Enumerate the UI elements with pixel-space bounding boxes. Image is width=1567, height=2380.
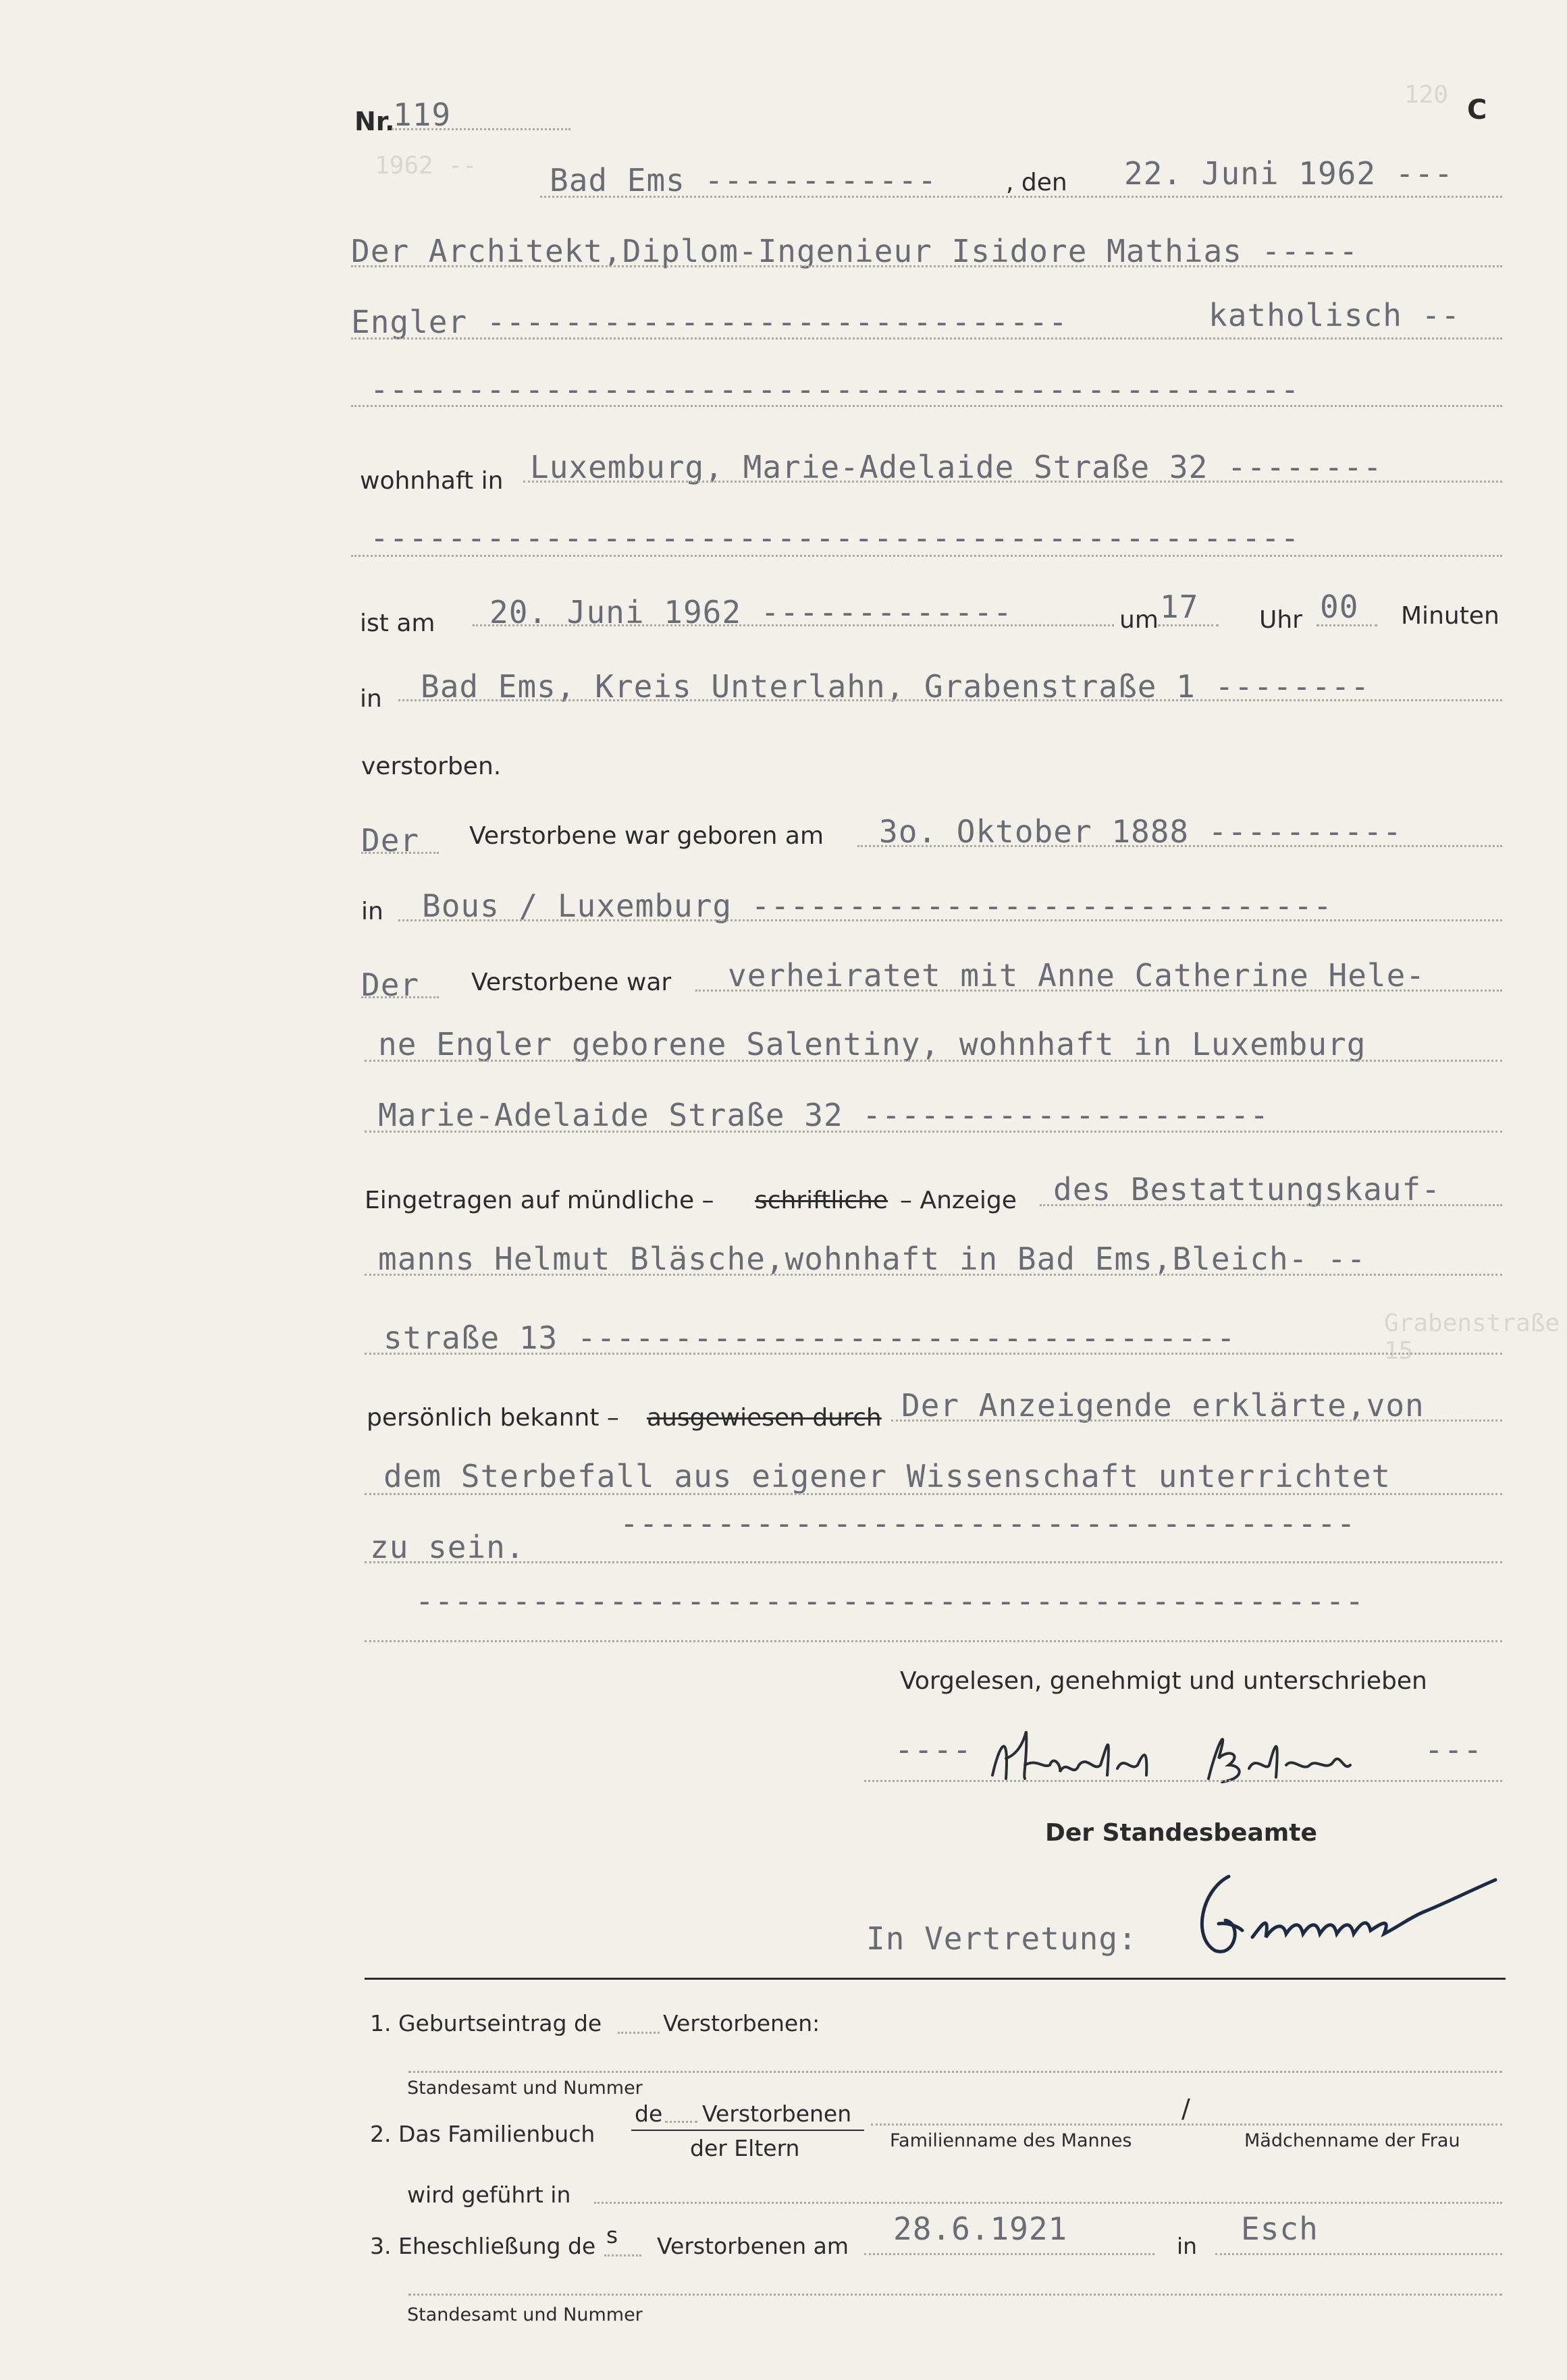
wird-gefuehrt-label: wird geführt in xyxy=(407,2182,571,2208)
fraction-line xyxy=(631,2130,864,2131)
registrant-religion: katholisch -- xyxy=(1209,297,1461,333)
declaration-line-3: zu sein. xyxy=(370,1529,525,1565)
dotted-line xyxy=(1040,1204,1502,1206)
dotted-line xyxy=(365,1131,1502,1133)
footer-item-2-option-top: Verstorbenen xyxy=(702,2101,852,2127)
in-vertretung-label: In Vertretung: xyxy=(866,1920,1138,1957)
slash: / xyxy=(1181,2094,1190,2124)
bekannt-strike: ausgewiesen durch xyxy=(647,1404,882,1432)
dotted-line xyxy=(1158,624,1219,626)
registrar-title: Der Standesbeamte xyxy=(1045,1819,1317,1847)
dotted-line xyxy=(1215,2253,1502,2255)
dotted-line xyxy=(392,128,570,130)
geboren-label: Verstorbene war geboren am xyxy=(469,822,824,850)
uhr-label: Uhr xyxy=(1259,606,1302,634)
der-prefix: Der xyxy=(361,822,420,859)
maedchenname-label: Mädchenname der Frau xyxy=(1244,2130,1460,2151)
in-label: in xyxy=(360,685,382,713)
registration-place: Bad Ems ------------ xyxy=(550,162,937,198)
eingetragen-label: Eingetragen auf mündliche – xyxy=(365,1187,714,1214)
dotted-line xyxy=(398,919,1502,921)
dotted-line xyxy=(408,2294,1502,2296)
dotted-line xyxy=(891,1419,1502,1422)
der-prefix: Der xyxy=(361,967,420,1003)
dotted-line xyxy=(351,555,1502,557)
declaration-line-3-dashes: -------------------------------------- xyxy=(620,1505,1356,1542)
footer-item-1-suffix: Verstorbenen: xyxy=(663,2010,820,2036)
corner-mark: C xyxy=(1467,94,1487,126)
ist-am-label: ist am xyxy=(360,610,435,637)
familienname-label: Familienname des Mannes xyxy=(890,2130,1132,2151)
dotted-line xyxy=(398,699,1502,701)
footer-item-2-de: de xyxy=(635,2101,663,2127)
marriage-place: Esch xyxy=(1241,2211,1319,2247)
dotted-line xyxy=(408,2071,1502,2073)
declaration-line-1: Der Anzeigende erklärte,von xyxy=(901,1387,1425,1424)
bekannt-label: persönlich bekannt – xyxy=(367,1404,619,1432)
dotted-line xyxy=(864,1780,1502,1782)
dotted-line xyxy=(365,1274,1502,1276)
dotted-line xyxy=(665,2121,697,2123)
dotted-line xyxy=(523,481,1502,483)
footer-item-1-label: 1. Geburtseintrag de xyxy=(370,2010,602,2036)
signature-registrar-text xyxy=(1215,1937,1250,1947)
registration-date: 22. Juni 1962 --- xyxy=(1124,155,1454,192)
marriage-line-2: ne Engler geborene Salentiny, wohnhaft in Luxemburg xyxy=(378,1026,1366,1062)
death-minute: 00 xyxy=(1320,589,1359,625)
birth-place: Bous / Luxemburg ------------------------------ xyxy=(422,888,1333,924)
marriage-line-1: verheiratet mit Anne Catherine Hele- xyxy=(728,957,1425,994)
death-date: 20. Juni 1962 ------------- xyxy=(489,594,1013,630)
war-label: Verstorbene war xyxy=(471,969,672,996)
residence-value: Luxemburg, Marie-Adelaide Straße 32 -------- xyxy=(530,449,1383,485)
standesamt-label: Standesamt und Nummer xyxy=(407,2304,643,2325)
dotted-line xyxy=(695,990,1502,992)
standesamt-label: Standesamt und Nummer xyxy=(407,2078,643,2099)
bleed-through-mark: 120 xyxy=(1404,81,1449,109)
footer-item-3-in: in xyxy=(1177,2233,1198,2259)
den-label: , den xyxy=(1006,169,1067,196)
anzeige-label: – Anzeige xyxy=(900,1187,1017,1214)
footer-item-3-label: 3. Eheschließung de xyxy=(370,2233,596,2259)
dotted-line xyxy=(365,1561,1502,1563)
marriage-date: 28.6.1921 xyxy=(893,2211,1068,2247)
footer-item-2-option-bottom: der Eltern xyxy=(690,2135,800,2161)
death-place: Bad Ems, Kreis Unterlahn, Grabenstraße 1 -------- xyxy=(421,668,1371,705)
dotted-line xyxy=(857,845,1502,847)
dotted-line xyxy=(864,2253,1154,2255)
dotted-line xyxy=(361,996,439,998)
nr-label: Nr. xyxy=(354,107,395,136)
signature-informant-text xyxy=(992,1762,1056,1771)
dotted-line xyxy=(365,1060,1502,1062)
residence-line-2: ------------------------------------------------ xyxy=(370,520,1300,556)
birth-date: 3o. Oktober 1888 ---------- xyxy=(879,813,1402,850)
registrant-name: Engler ------------------------------ xyxy=(351,304,1068,340)
dotted-line xyxy=(594,2202,1502,2204)
registrant-line-1: Der Architekt,Diplom-Ingenieur Isidore Mathias ----- xyxy=(351,233,1359,269)
dotted-line xyxy=(351,405,1502,407)
dotted-line xyxy=(351,337,1502,340)
marriage-line-3: Marie-Adelaide Straße 32 --------------------- xyxy=(378,1097,1269,1133)
dotted-line xyxy=(1317,624,1377,626)
registrant-line-3: ------------------------------------------------ xyxy=(370,371,1300,408)
bleed-through-mark: 1962 -- xyxy=(375,152,477,180)
dotted-line xyxy=(540,196,1502,198)
signature-dashes-right: --- xyxy=(1425,1731,1483,1768)
in-label: in xyxy=(361,898,383,925)
um-label: um xyxy=(1119,606,1159,634)
declaration-line-2: dem Sterbefall aus eigener Wissenschaft unterrichtet xyxy=(383,1458,1391,1494)
wohnhaft-label: wohnhaft in xyxy=(360,467,504,495)
dotted-line xyxy=(473,624,1114,626)
informant-line-1: des Bestattungskauf- xyxy=(1053,1171,1441,1208)
dotted-line xyxy=(365,1353,1502,1355)
bleed-through-mark: Grabenstraße 15 xyxy=(1384,1309,1560,1365)
declaration-line-4: ------------------------------------------------- xyxy=(415,1583,1365,1619)
death-hour: 17 xyxy=(1160,589,1199,625)
minuten-label: Minuten xyxy=(1401,602,1499,630)
dotted-line xyxy=(365,1493,1502,1495)
nr-value: 119 xyxy=(393,97,452,133)
dotted-line xyxy=(618,2032,660,2034)
read-approved-label: Vorgelesen, genehmigt und unterschrieben xyxy=(900,1667,1427,1695)
dotted-line xyxy=(604,2254,641,2256)
footer-item-3-s: s xyxy=(606,2222,618,2248)
dotted-line xyxy=(351,265,1502,267)
dotted-line xyxy=(361,852,439,854)
footer-item-2-label: 2. Das Familienbuch xyxy=(370,2121,595,2147)
signature-dashes-left: ---- xyxy=(895,1731,972,1768)
eingetragen-strike: schriftliche xyxy=(755,1187,888,1214)
footer-item-3-mid: Verstorbenen am xyxy=(657,2233,849,2259)
informant-line-2: manns Helmut Bläsche,wohnhaft in Bad Ems,Bleich- -- xyxy=(378,1241,1366,1277)
dotted-line xyxy=(871,2124,1502,2126)
dotted-line xyxy=(365,1640,1502,1642)
informant-line-3: straße 13 ---------------------------------- xyxy=(383,1320,1236,1356)
verstorben-label: verstorben. xyxy=(361,753,502,780)
footer-divider xyxy=(365,1978,1506,1980)
